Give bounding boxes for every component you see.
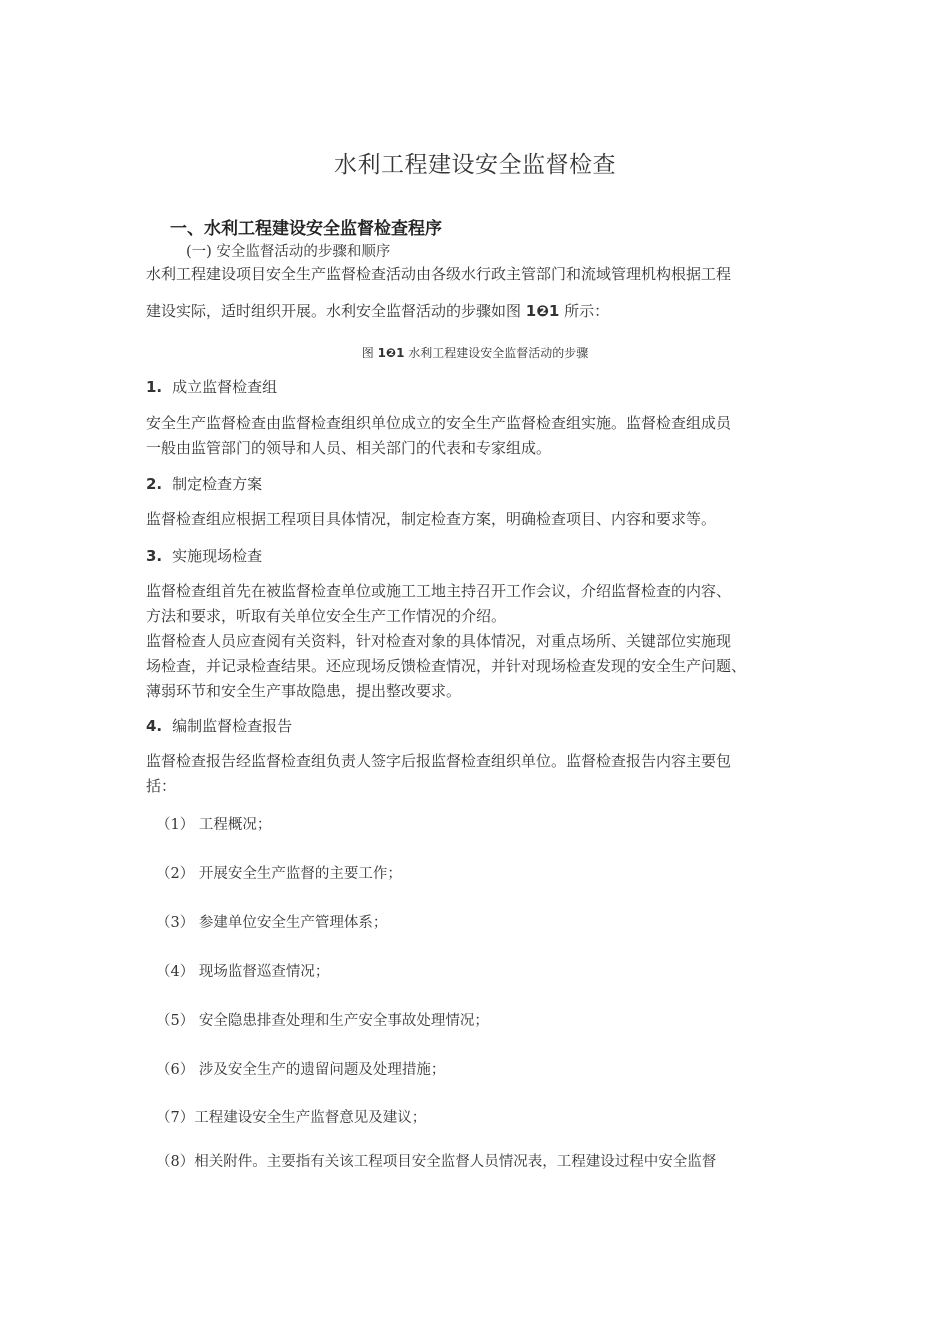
report-item-8: （8）相关附件。主要指有关该工程项目安全监督人员情况表，工程建设过程中安全监督 bbox=[156, 1154, 717, 1170]
report-item-7: （7）工程建设安全生产监督意见及建议； bbox=[156, 1110, 427, 1126]
section-3-line-1: 监督检查组首先在被监督检查单位或施工工地主持召开工作会议，介绍监督检查的内容、 bbox=[146, 582, 732, 600]
section-3-line-5: 薄弱环节和安全生产事故隐患，提出整改要求。 bbox=[146, 682, 462, 700]
document-title: 水利工程建设安全监督检查 bbox=[334, 152, 616, 178]
figure-reference: 1❷1 bbox=[525, 302, 560, 320]
report-item-1: （1） 工程概况； bbox=[156, 817, 272, 833]
section-2-line-1: 监督检查组应根据工程项目具体情况，制定检查方案，明确检查项目、内容和要求等。 bbox=[146, 510, 717, 528]
section-3-line-2: 方法和要求，听取有关单位安全生产工作情况的介绍。 bbox=[146, 607, 507, 625]
section-3-heading: 3. 实施现场检查 bbox=[146, 547, 263, 565]
section-4-line-1: 监督检查报告经监督检查组负责人签字后报监督检查组织单位。监督检查报告内容主要包 bbox=[146, 752, 732, 770]
section-1-heading: 1. 成立监督检查组 bbox=[146, 378, 278, 396]
report-item-4: （4） 现场监督巡查情况； bbox=[156, 964, 330, 980]
report-item-6: （6） 涉及安全生产的遗留问题及处理措施； bbox=[156, 1062, 446, 1078]
report-item-3: （3） 参建单位安全生产管理体系； bbox=[156, 915, 388, 931]
intro-line-2 bbox=[146, 299, 609, 324]
section-1-line-2: 一般由监管部门的领导和人员、相关部门的代表和专家组成。 bbox=[146, 439, 552, 457]
section-heading-1: 一、水利工程建设安全监督检查程序 bbox=[170, 219, 442, 239]
section-heading-2: (一) 安全监督活动的步骤和顺序 bbox=[186, 244, 391, 260]
section-4-line-2: 括： bbox=[146, 777, 177, 795]
section-3-line-3: 监督检查人员应查阅有关资料，针对检查对象的具体情况，对重点场所、关键部位实施现 bbox=[146, 632, 732, 650]
section-3-line-4: 场检查，并记录检查结果。还应现场反馈检查情况，并针对现场检查发现的安全生产问题、 bbox=[146, 657, 747, 675]
section-2-heading: 2. 制定检查方案 bbox=[146, 475, 263, 493]
intro-text-a: 建设实际，适时组织开展。水利安全监督活动的步骤如图 bbox=[146, 302, 526, 320]
intro-line-1: 水利工程建设项目安全生产监督检查活动由各级水行政主管部门和流域管理机构根据工程 bbox=[146, 265, 732, 283]
section-1-line-1: 安全生产监督检查由监督检查组织单位成立的安全生产监督检查组实施。监督检查组成员 bbox=[146, 414, 732, 432]
intro-text-b: 所示： bbox=[559, 302, 610, 320]
report-item-5: （5） 安全隐患排查处理和生产安全事故处理情况； bbox=[156, 1013, 489, 1029]
figure-caption-reference: 1❷1 bbox=[377, 346, 405, 360]
figure-caption: 图 1❷1 水利工程建设安全监督活动的步骤 bbox=[361, 346, 589, 360]
report-item-2: （2） 开展安全生产监督的主要工作； bbox=[156, 866, 402, 882]
section-4-heading: 4. 编制监督检查报告 bbox=[146, 717, 293, 735]
